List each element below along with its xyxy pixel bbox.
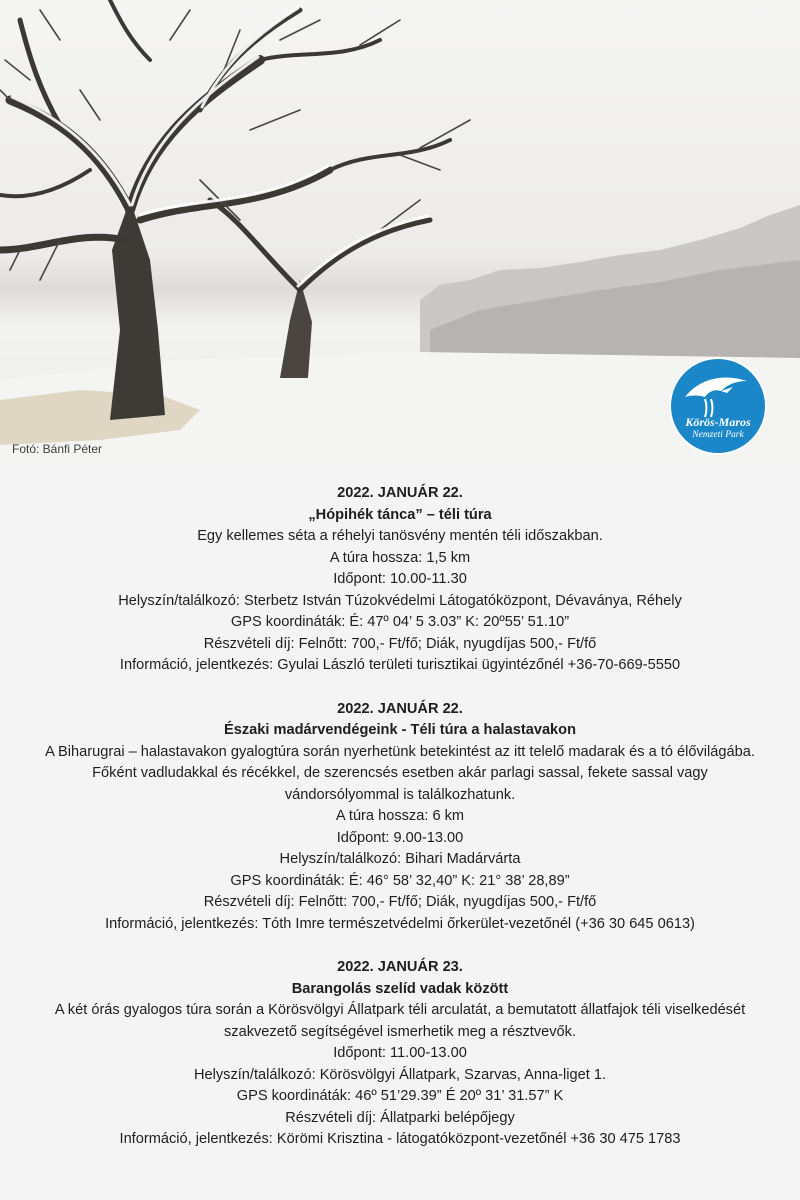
park-logo (669, 357, 767, 455)
event-title: Barangolás szelíd vadak között (291, 980, 509, 997)
event-list (0, 466, 800, 1151)
event-description: szakvezető segítségével ismerhetik meg a résztvevők. (223, 1023, 577, 1040)
event-location: Helyszín/találkozó: Bihari Madárvárta (279, 851, 521, 867)
event-fee: Részvételi díj: Felnőtt: 700,- Ft/fő; Diák, nyugdíjas 500,- Ft/fő (203, 894, 597, 910)
event-description: Egy kellemes séta a réhelyi tanösvény mentén téli időszakban. (197, 528, 603, 544)
logo-name: Körös-Maros (685, 415, 751, 429)
event-time: Időpont: 10.00-11.30 (333, 571, 467, 587)
event-contact: Információ, jelentkezés: Körömi Krisztina - látogatóközpont-vezetőnél +36 30 475 1783 (119, 1131, 681, 1147)
event-location: Helyszín/találkozó: Sterbetz István Túzokvédelmi Látogatóközpont, Dévaványa, Réhely (118, 592, 682, 609)
photo-credit: Fotó: Bánfi Péter (12, 442, 103, 456)
event-title: „Hópihék tánca” – téli túra (308, 506, 492, 523)
event-description: vándorsólyommal is találkozhatunk. (284, 786, 516, 803)
event-gps: GPS koordináták: É: 46° 58’ 32,40” K: 21° 38’ 28,89” (230, 872, 570, 889)
event-gps: GPS koordináták: É: 47º 04’ 5 3.03” K: 20º55’ 51.10” (230, 614, 570, 630)
event-time: Időpont: 9.00-13.00 (336, 829, 464, 846)
event-contact: Információ, jelentkezés: Tóth Imre természetvédelmi őrkerület-vezetőnél (+36 30 645 0613) (105, 915, 695, 932)
event-title: Északi madárvendégeink - Téli túra a halastavakon (223, 722, 577, 738)
event-length: A túra hossza: 1,5 km (329, 549, 471, 566)
event-description: A két órás gyalogos túra során a Körösvölgyi Állatpark téli arculatát, a bemutatott állatfajok téli viselkedését (54, 1002, 746, 1018)
event-gps: GPS koordináták: 46º 51’29.39” É 20º 31’ 31.57” K (236, 1088, 564, 1104)
event-date: 2022. JANUÁR 22. (337, 700, 463, 717)
event-description: Főként vadludakkal és récékkel, de szerencsés esetben akár parlagi sassal, fekete sassal vagy (92, 765, 708, 781)
event-fee: Részvételi díj: Felnőtt: 700,- Ft/fő; Diák, nyugdíjas 500,- Ft/fő (203, 635, 597, 652)
event-3 (0, 957, 800, 1151)
event-date: 2022. JANUÁR 23. (337, 959, 463, 975)
event-description: A Biharugrai – halastavakon gyalogtúra során nyerhetünk betekintést az itt telelő madarak és a tó élővilágába. (45, 743, 755, 760)
event-length: A túra hossza: 6 km (335, 808, 465, 824)
event-time: Időpont: 11.00-13.00 (333, 1045, 467, 1061)
event-location: Helyszín/találkozó: Körösvölgyi Állatpark, Szarvas, Anna-liget 1. (193, 1066, 607, 1083)
event-2 (0, 699, 800, 936)
snowy-forest-photo (0, 0, 800, 466)
event-1 (0, 483, 800, 677)
event-date: 2022. JANUÁR 22. (337, 485, 463, 501)
event-fee: Részvételi díj: Állatparki belépőjegy (285, 1109, 515, 1126)
logo-subtitle: Nemzeti Park (692, 430, 744, 440)
event-contact: Információ, jelentkezés: Gyulai László területi turisztikai ügyintézőnél +36-70-669-5550 (119, 657, 681, 673)
